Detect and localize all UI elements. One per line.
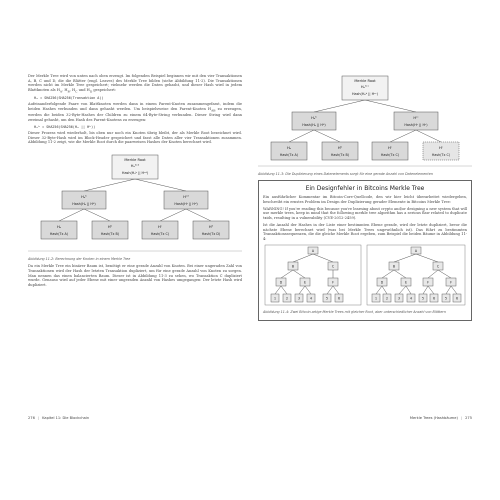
svg-text:4: 4 xyxy=(309,296,313,301)
svg-text:6: 6 xyxy=(432,296,436,301)
paragraph-balanced-tree: Da ein Merkle Tree ein binärer Baum ist, benötigt er eine gerade Anzahl von Knoten. Bei einer ungeraden Zahl von Transaktionen wird der Hash der letzten Transaktion dupliziert, um für eine gerade Anzahl von Knoten zu sorgen. Man nennen das einen balancierten Baum. Dieser ist in Abbildung 11-3 zu sehen, wo Transaktion C dupliziert wurde. Genauso wird auf jeder Ebene mit einer ungeraden Anzahl von Hashes umgegangen: Der letzte Hash wird dupliziert. xyxy=(28,264,242,287)
svg-text:Merkle Root: Merkle Root xyxy=(354,79,376,83)
merkle-tree-diagram-fig4 xyxy=(263,244,467,308)
paragraph-parent-nodes: Aufeinanderfolgende Paare von Blattknoten werden dann in einem Parent-Knoten zusammengefasst, indem die beiden Hashes verbunden und dann gehasht werden. Um beispielsweise den Parent-Knoten $H_{AB}$ zu erzeugen, werden die beiden 32-Byte-Hashes der Children zu einem 64-Byte-String verbunden. Dieser String wird dann zweimal gehasht, um den Hash des Parent-Knotens zu erzeugen: xyxy=(28,102,242,122)
svg-text:1: 1 xyxy=(374,296,378,301)
edge-mid-leaf-b xyxy=(314,130,340,142)
figure-caption-11-3: Abbildung 11-3: Die Duplizierung eines Datenelements sorgt für eine gerade Anzahl von Datenelementen xyxy=(258,172,433,176)
edge-root-left xyxy=(84,179,135,191)
formula-parent-hash: Hₐᵇ = SHA256(SHA256(Hₐ || Hᵇ)) xyxy=(34,124,96,129)
box-paragraph-3: Ist die Anzahl der Hashes in der Liste einer bestimmten Ebene gerade, wird der letzte dupliziert, bevor die nächste Ebene berechnet wird (was bei Merkle Trees ungewöhnlich ist). Das führt zu bestimmten Transaktionssequenzen, die die gleiche Merkle Root ergeben, zum Beispiel die beiden Bäume in Abbildung 11-4: xyxy=(263,222,467,241)
svg-text:Hₐᵇ: Hₐᵇ xyxy=(81,195,87,200)
leaf-node-c xyxy=(142,221,178,239)
svg-text:C: C xyxy=(436,264,440,269)
svg-text:6: 6 xyxy=(337,296,341,301)
figure-11-2 xyxy=(28,147,242,255)
svg-text:Hᶜᶜ: Hᶜᶜ xyxy=(413,116,419,120)
box-paragraph-warning: WARNING! If you're reading this because you're learning about crypto and/or designing a new system that will use merkle trees, keep in mind that the following merkle tree algorithm has a serious flaw related to duplicate txids, resulting in a vulnerability (CVE-2012-2459). xyxy=(263,206,467,220)
svg-text:A: A xyxy=(311,248,315,253)
svg-text:5: 5 xyxy=(325,296,329,301)
svg-text:6: 6 xyxy=(455,296,459,301)
svg-text:Hₐ: Hₐ xyxy=(286,146,292,150)
svg-text:Hash(Tx D): Hash(Tx D) xyxy=(201,232,221,237)
leaf-node-b xyxy=(92,221,128,239)
svg-text:A: A xyxy=(414,248,418,253)
edge-mid-leaf-c-dup xyxy=(416,130,441,142)
edge-mid-leaf-d xyxy=(186,209,211,221)
edge-mid-leaf-b xyxy=(84,209,110,221)
edge-mid-leaf-c xyxy=(160,209,186,221)
svg-text:F: F xyxy=(450,280,452,285)
svg-text:Hash(Hₐᵇ || Hᶜᵈ): Hash(Hₐᵇ || Hᶜᵈ) xyxy=(121,171,149,176)
merkle-tree-diagram-fig2 xyxy=(28,147,242,255)
svg-text:Hash(Tx B): Hash(Tx B) xyxy=(100,232,120,237)
left-page xyxy=(28,74,242,420)
leaf-node-c-duplicate xyxy=(423,142,459,160)
svg-text:E: E xyxy=(303,280,307,285)
leaf-node-a xyxy=(41,221,77,239)
svg-text:2: 2 xyxy=(385,296,389,301)
svg-text:1: 1 xyxy=(273,296,277,301)
sidebar-box-title: Ein Designfehler in Bitcoins Merkle Tree xyxy=(305,185,425,193)
svg-text:Hash(Hₐ || Hᵇ): Hash(Hₐ || Hᵇ) xyxy=(72,202,96,207)
mid-node-cc xyxy=(394,112,438,130)
svg-text:3: 3 xyxy=(297,296,301,301)
svg-text:3: 3 xyxy=(397,296,401,301)
edge-mid-leaf-c xyxy=(390,130,416,142)
fig4-right-tree xyxy=(367,245,465,305)
svg-text:Hᶜ: Hᶜ xyxy=(438,146,444,150)
svg-text:4: 4 xyxy=(409,296,413,301)
figure-caption-11-4: Abbildung 11-4: Zwei Bitcoin-artige Merkle Trees mit gleicher Root, aber unterschiedlicher Anzahl von Blättern xyxy=(263,309,446,314)
edge-root-left xyxy=(314,100,365,112)
mid-node-ab xyxy=(62,191,106,209)
merkle-root-node xyxy=(112,155,158,179)
right-page xyxy=(258,74,472,420)
svg-text:Hᵇ: Hᵇ xyxy=(107,225,113,230)
svg-text:Hash(Tx C): Hash(Tx C) xyxy=(431,153,451,157)
svg-text:D: D xyxy=(279,280,283,285)
edge-mid-leaf-a xyxy=(289,130,314,142)
svg-text:D: D xyxy=(380,280,384,285)
page-number-right: 275 xyxy=(465,416,472,420)
edge-root-right xyxy=(135,179,186,191)
footer-right: Merkle Trees (Hashbäume) | 275 xyxy=(409,416,472,420)
svg-text:B: B xyxy=(291,264,295,269)
svg-text:Hash(Tx A): Hash(Tx A) xyxy=(279,153,299,157)
fig4-left-tree xyxy=(265,245,361,305)
merkle-root-node xyxy=(342,76,388,100)
leaf-node-b xyxy=(322,142,358,160)
svg-text:Hash(Hₐᵇ || Hᶜᶜ): Hash(Hₐᵇ || Hᶜᶜ) xyxy=(351,92,379,96)
svg-text:Hash(Tx A): Hash(Tx A) xyxy=(49,232,69,237)
svg-text:5: 5 xyxy=(444,296,448,301)
svg-text:B: B xyxy=(392,264,396,269)
figure-caption-11-2: Abbildung 11-2: Berechnung der Knoten in einem Merkle Tree xyxy=(28,257,131,262)
svg-text:Hᶜ: Hᶜ xyxy=(157,225,163,230)
paragraph-merkle-root: Dieser Prozess wird wiederholt, bis oben nur noch ein Knoten übrig bleibt, der als Merkle Root bezeichnet wird. Dieser 32-Byte-Hash wird im Block-Header gespeichert und fasst alle Daten aller vier Transaktionen zusammen. Abbildung 11-2 zeigt, wie die Merkle Root durch die paarweisen Hashes der Knoten berechnet wird. xyxy=(28,130,242,145)
svg-text:Hᶜ: Hᶜ xyxy=(387,146,393,150)
svg-text:Hash(Tx C): Hash(Tx C) xyxy=(150,232,170,237)
leaf-node-c xyxy=(372,142,408,160)
svg-text:C: C xyxy=(331,264,335,269)
svg-text:Hash(Hₐ || Hᵇ): Hash(Hₐ || Hᵇ) xyxy=(302,123,326,127)
merkle-tree-diagram-fig3 xyxy=(258,74,472,170)
box-paragraph-1: Ein ausführlicher Kommentar im Bitcoin-Core-Quellcode, den wir hier leicht überarbeitet wiedergeben, beschreibt ein ernstes Problem im Design der Duplizierung gerader Elemente in Bitcoins Merkle Tree: xyxy=(263,195,467,204)
section-title: Merkle Trees (Hashbäume) xyxy=(409,416,458,420)
svg-text:F: F xyxy=(427,280,429,285)
svg-text:Hᵈ: Hᵈ xyxy=(208,225,214,230)
leaf-node-a xyxy=(271,142,307,160)
svg-text:Hₐᵇ: Hₐᵇ xyxy=(311,116,317,120)
svg-text:Hₐ: Hₐ xyxy=(56,225,62,230)
page-number-left: 276 xyxy=(28,416,35,420)
chapter-title: Kapitel 11: Die Blockchain xyxy=(42,416,90,420)
figure-11-3 xyxy=(258,74,472,170)
svg-text:Hᶜᵈ: Hᶜᵈ xyxy=(183,195,189,200)
svg-text:Hash(Tx B): Hash(Tx B) xyxy=(330,153,350,157)
svg-text:Hᵇ: Hᵇ xyxy=(337,146,343,150)
svg-text:Merkle Root: Merkle Root xyxy=(124,158,146,163)
sidebar-box-design-flaw xyxy=(258,180,472,321)
svg-text:E: E xyxy=(404,280,408,285)
footer-left: 276 | Kapitel 11: Die Blockchain xyxy=(28,416,90,420)
svg-text:Hash(Tx C): Hash(Tx C) xyxy=(380,153,400,157)
svg-text:Hash(Hᶜ || Hᵈ): Hash(Hᶜ || Hᵈ) xyxy=(174,202,198,207)
leaf-node-d xyxy=(193,221,229,239)
svg-text:Hash(Hᶜ || Hᶜ): Hash(Hᶜ || Hᶜ) xyxy=(404,123,428,127)
svg-text:5: 5 xyxy=(421,296,425,301)
mid-node-cd xyxy=(164,191,208,209)
svg-text:2: 2 xyxy=(285,296,289,301)
svg-text:F: F xyxy=(332,280,334,285)
edge-root-right xyxy=(365,100,416,112)
formula-leaf-hash: Hₐ = SHA256(SHA256(Transaktion A)) xyxy=(34,96,104,101)
edge-mid-leaf-a xyxy=(59,209,84,221)
paragraph-intro: Der Merkle Tree wird von unten nach oben erzeugt. Im folgenden Beispiel beginnen wir mit den vier Transaktionen A, B, C und D, die die Blätter (engl. Leaves) des Merkle Tree bilden (siehe Abbildung 11-2). Die Transaktionen werden nicht im Merkle Tree gespeichert; vielmehr werden die Daten gehasht, und dieser Hash wird in jedem Blattknoten als $H_A$, $H_B$, $H_C$ und $H_D$ gespeichert: xyxy=(28,74,242,94)
svg-text:Hₐᵇᶜᵈ: Hₐᵇᶜᵈ xyxy=(130,164,140,169)
svg-text:Hₐᵇᶜᶜ: Hₐᵇᶜᶜ xyxy=(360,85,370,89)
mid-node-ab xyxy=(292,112,336,130)
